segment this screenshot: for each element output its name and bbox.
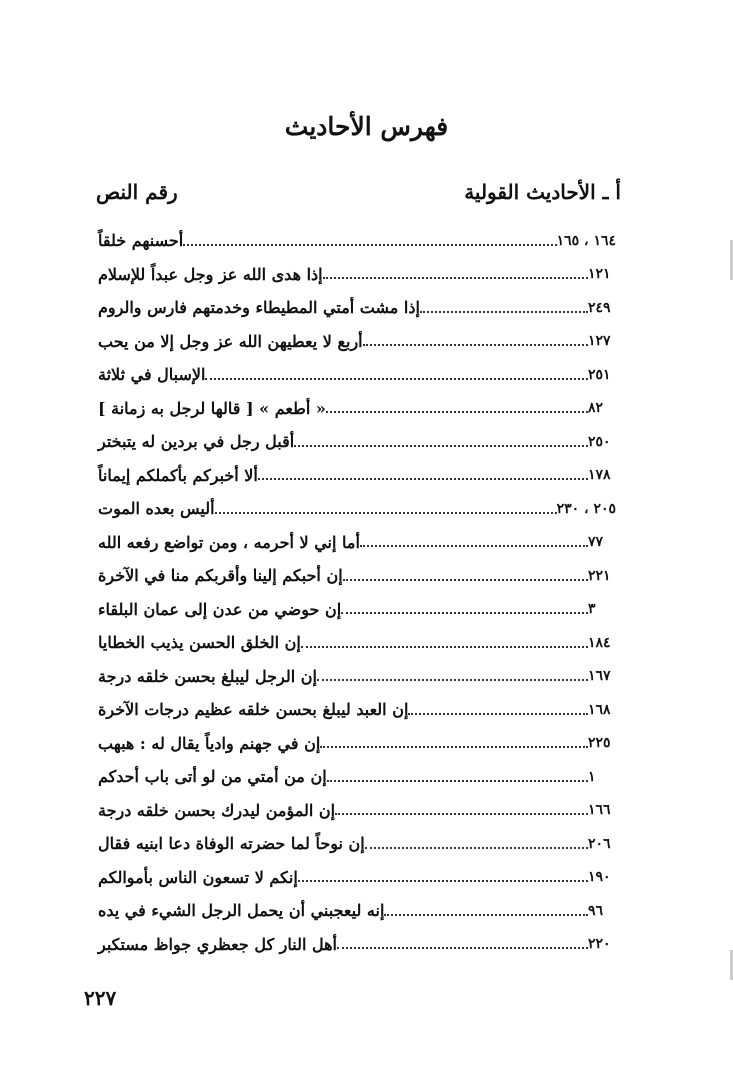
index-entry (92, 291, 622, 325)
entry-ref: ٢٢٠ (588, 936, 611, 953)
entry-ref: ٢٥١ (588, 366, 611, 383)
hadith-index-list (92, 224, 622, 961)
dot-leader (215, 512, 557, 514)
index-entry (92, 358, 622, 392)
dot-leader (341, 612, 588, 614)
entry-ref: ١٦٦ (588, 802, 611, 819)
dot-leader (408, 713, 588, 715)
entry-ref: ١٢٧ (588, 333, 611, 350)
entry-ref: ١٩٠ (588, 869, 611, 886)
entry-ref: ٢٢٥ (588, 735, 611, 752)
entry-ref: ٢٠٥ ، ٢٣٠ (556, 500, 616, 517)
entry-ref: ١٢١ (588, 266, 611, 283)
entry-text: إن من أمتي من لو أتى باب أحدكم (98, 767, 327, 787)
entry-text: إن المؤمن ليدرك بحسن خلقه درجة (98, 800, 336, 820)
index-entry (92, 928, 622, 962)
column-heading-text-number: رقم النص (96, 180, 178, 204)
entry-text: أليس بعده الموت (98, 499, 215, 519)
index-entry (92, 526, 622, 560)
page-title: فهرس الأحاديث (284, 112, 449, 141)
entry-ref: ١ (588, 768, 596, 785)
index-entry (92, 727, 622, 761)
dot-leader (337, 947, 588, 949)
entry-ref: ١٦٧ (588, 668, 611, 685)
dot-leader (183, 244, 556, 246)
entry-text: أقبل رجل في بردين له يتبختر (98, 432, 295, 452)
index-entry (92, 894, 622, 928)
index-entry (92, 593, 622, 627)
index-entry (92, 827, 622, 861)
entry-text: إن نوحاً لما حضرته الوفاة دعا ابنيه فقال (98, 834, 365, 854)
entry-text: إذا مشت أمتي المطيطاء وخدمتهم فارس والروم (98, 298, 420, 318)
dot-leader (317, 679, 588, 681)
entry-ref: ١٧٨ (588, 467, 611, 484)
index-entry (92, 392, 622, 426)
entry-ref: ٢٥٠ (588, 433, 611, 450)
entry-text: إن الرجل ليبلغ بحسن خلقه درجة (98, 666, 317, 686)
dot-leader (420, 311, 588, 313)
index-entry (92, 794, 622, 828)
entry-text: إذا هدى الله عز وجل عبداً للإسلام (98, 264, 323, 284)
entry-text: إن في جهنم وادياً يقال له : هبهب (98, 733, 321, 753)
entry-text: إن العبد ليبلغ بحسن خلقه عظيم درجات الآخرة (98, 700, 409, 720)
entry-ref: ٢٤٩ (588, 299, 611, 316)
entry-ref: ٩٦ (588, 902, 604, 919)
entry-text: إنه ليعجبني أن يحمل الرجل الشيء في يده (98, 901, 385, 921)
entry-text: أهل النار كل جعظري جواظ مستكبر (98, 934, 337, 954)
index-entry (92, 660, 622, 694)
entry-ref: ٨٢ (588, 400, 604, 417)
entry-ref: ٣ (588, 601, 596, 618)
entry-text: الإسبال في ثلاثة (98, 365, 206, 385)
dot-leader (384, 914, 588, 916)
index-entry (92, 626, 622, 660)
dot-leader (335, 813, 588, 815)
index-entry (92, 258, 622, 292)
entry-text: إن أحبكم إلينا وأقربكم منا في الآخرة (98, 566, 343, 586)
index-entry (92, 693, 622, 727)
index-entry (92, 559, 622, 593)
section-heading: أ ـ الأحاديث القولية (464, 180, 621, 204)
dot-leader (365, 847, 588, 849)
dot-leader (298, 880, 588, 882)
dot-leader (343, 579, 588, 581)
entry-text: ألا أخبركم بأكملكم إيماناً (98, 465, 258, 485)
index-entry (92, 760, 622, 794)
entry-ref: ٧٧ (588, 534, 604, 551)
entry-text: إن الخلق الحسن يذيب الخطايا (98, 633, 301, 653)
dot-leader (258, 478, 588, 480)
index-entry (92, 224, 622, 258)
dot-leader (294, 445, 588, 447)
entry-ref: ١٦٤ ، ١٦٥ (556, 232, 616, 249)
dot-leader (205, 378, 588, 380)
index-entry (92, 492, 622, 526)
entry-text: أما إني لا أحرمه ، ومن تواضع رفعه الله (98, 532, 360, 552)
entry-text: أربع لا يعطيهن الله عز وجل إلا من يحب (98, 331, 363, 351)
dot-leader (327, 780, 588, 782)
page-number: ٢٢٧ (84, 986, 117, 1010)
dot-leader (320, 746, 588, 748)
entry-text: أحسنهم خلقاً (98, 231, 184, 251)
entry-ref: ١٦٨ (588, 701, 611, 718)
dot-leader (360, 545, 588, 547)
dot-leader (326, 411, 588, 413)
index-entry (92, 325, 622, 359)
entry-ref: ٢٢١ (588, 567, 611, 584)
dot-leader (301, 646, 588, 648)
entry-text: إن حوضي من عدن إلى عمان البلقاء (98, 599, 342, 619)
index-entry (92, 459, 622, 493)
entry-ref: ١٨٤ (588, 634, 611, 651)
entry-ref: ٢٠٦ (588, 835, 611, 852)
index-entry (92, 425, 622, 459)
dot-leader (363, 344, 588, 346)
entry-text: إنكم لا تسعون الناس بأموالكم (98, 867, 298, 887)
index-entry (92, 861, 622, 895)
dot-leader (323, 277, 588, 279)
entry-text: « أطعم » [ قالها لرجل به زمانة ] (98, 398, 326, 418)
